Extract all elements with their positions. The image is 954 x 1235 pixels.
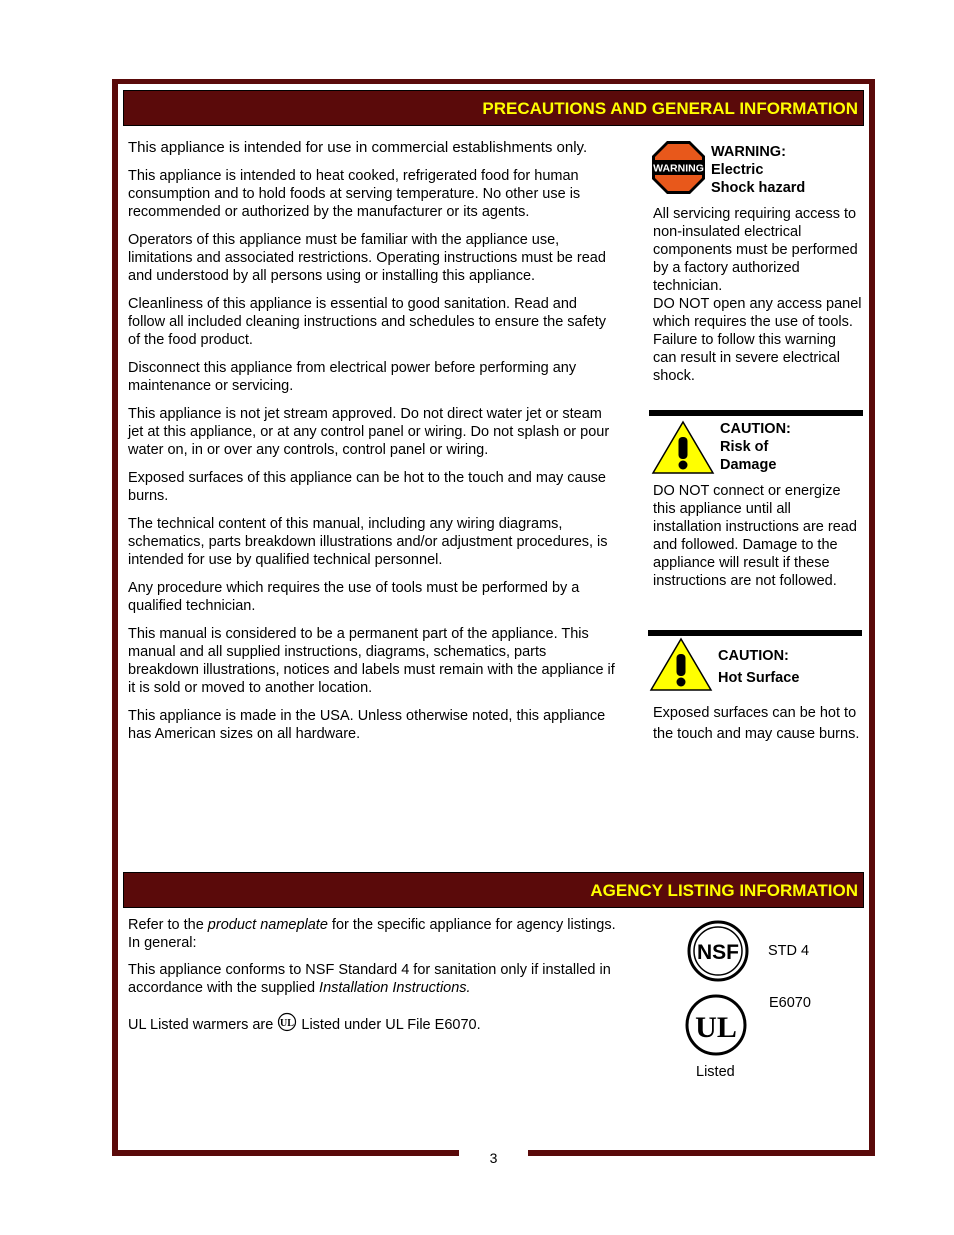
- frame-border-left: [112, 79, 118, 1156]
- caution-hot-body: Exposed surfaces can be hot to the touch and may cause burns.: [653, 705, 860, 742]
- warning-octagon-icon: [651, 140, 706, 195]
- paragraph: This manual is considered to be a permanent part of the appliance. This manual and all supplied instructions, diagrams, schematics, parts breakdown illustrations, notices and labels must remain with the appliance if it is sold or moved to another location.: [128, 626, 615, 696]
- warning-sign-text: WARNING: [653, 162, 704, 175]
- caution-damage-body: DO NOT connect or energize this appliance until all installation instructions are read and followed. Damage to the appliance will result if these instructions are not followed.: [653, 483, 857, 589]
- section-title-precautions: PRECAUTIONS AND GENERAL INFORMATION: [123, 90, 864, 126]
- frame-border-right: [869, 79, 875, 1156]
- page-number: 3: [489, 1150, 498, 1166]
- paragraph: This appliance is intended for use in commercial establishments only.: [128, 139, 588, 156]
- warning-body: All servicing requiring access to non-insulated electrical components must be performed by a factory authorized technician. DO NOT open any access panel which requires the use of tools. Failure to follow this warning can result in severe electrical shock.: [653, 206, 862, 384]
- paragraph: This appliance is not jet stream approved. Do not direct water jet or steam jet at this appliance, or at any control panel or wiring. Do not splash or pour water on, in or over any controls, control panel or wiring.: [128, 406, 610, 458]
- frame-border-bottom-left: [112, 1150, 459, 1156]
- nsf-standard-label: STD 4: [768, 943, 810, 959]
- frame-border-top: [112, 79, 875, 84]
- svg-text:UL: UL: [280, 1018, 295, 1029]
- divider: [649, 410, 863, 416]
- frame-border-bottom-right: [528, 1150, 875, 1156]
- agency-paragraph-2: This appliance conforms to NSF Standard 4 for sanitation only if installed in accordance with the supplied Installation Instructions.: [128, 962, 611, 996]
- paragraph: This appliance is made in the USA. Unless otherwise noted, this appliance has American sizes on all hardware.: [128, 708, 606, 742]
- ul-file-label: E6070: [769, 995, 811, 1011]
- svg-text:NSF: NSF: [697, 941, 739, 964]
- section-title-agency: AGENCY LISTING INFORMATION: [123, 872, 864, 908]
- agency-paragraph-3: UL Listed warmers are UL Listed under UL File E6070.: [128, 1012, 618, 1034]
- svg-text:UL: UL: [695, 1011, 737, 1044]
- caution-triangle-icon: [651, 420, 715, 475]
- paragraph: The technical content of this manual, including any wiring diagrams, schematics, parts breakdown illustrations and/or adjustment procedures, is intended for use by qualified technical personnel.: [128, 516, 608, 568]
- caution-triangle-icon: [649, 637, 713, 692]
- nsf-logo-icon: [687, 920, 749, 982]
- ul-logo-icon: [685, 994, 747, 1056]
- caution-damage-heading: CAUTION: Risk of Damage: [720, 421, 791, 473]
- paragraph: This appliance is intended to heat cooked, refrigerated food for human consumption and to hold foods at serving temperature. No other use is recommended or authorized by the manufacturer or its agents.: [128, 168, 581, 220]
- ul-inline-icon: [277, 1012, 297, 1032]
- paragraph: Cleanliness of this appliance is essential to good sanitation. Read and follow all included cleaning instructions and schedules to ensure the safety of the food product.: [128, 296, 606, 348]
- paragraph: Exposed surfaces of this appliance can be hot to the touch and may cause burns.: [128, 470, 606, 504]
- paragraph: Operators of this appliance must be familiar with the appliance use, limitations and associated restrictions. Operating instructions must be read and understood by all persons using or installing this appliance.: [128, 232, 606, 284]
- warning-heading: WARNING: Electric Shock hazard: [711, 144, 806, 196]
- paragraph: Disconnect this appliance from electrical power before performing any maintenance or servicing.: [128, 360, 577, 394]
- agency-paragraph-1: Refer to the product nameplate for the specific appliance for agency listings. In general:: [128, 917, 616, 951]
- paragraph: Any procedure which requires the use of tools must be performed by a qualified technician.: [128, 580, 580, 614]
- caution-hot-heading: CAUTION: Hot Surface: [718, 648, 800, 686]
- ul-listed-label: Listed: [696, 1064, 735, 1080]
- divider: [648, 630, 862, 636]
- precautions-text: [128, 139, 618, 753]
